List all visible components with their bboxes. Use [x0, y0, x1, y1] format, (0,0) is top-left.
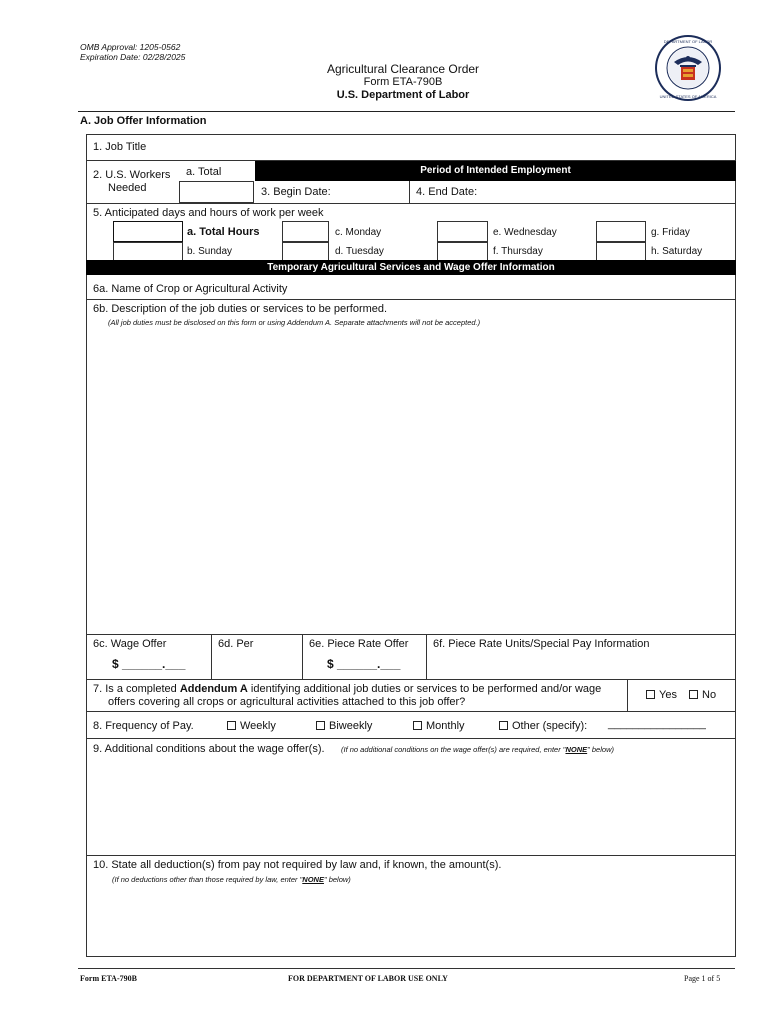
piece-rate-input[interactable]: $ ______.___: [327, 657, 401, 671]
tuesday-label: d. Tuesday: [335, 246, 384, 257]
job-title-label: 1. Job Title: [93, 141, 147, 153]
monday-label: c. Monday: [335, 227, 382, 238]
conditions-note-none: NONE: [565, 745, 588, 754]
footer-divider: [78, 968, 735, 969]
section-a-heading: A. Job Offer Information: [80, 115, 207, 127]
total-hours-input[interactable]: [113, 221, 183, 242]
divider: [302, 634, 303, 679]
footer-page-number: Page 1 of 5: [684, 974, 721, 983]
footer-dol-use: FOR DEPARTMENT OF LABOR USE ONLY: [288, 974, 448, 983]
divider: [86, 203, 736, 204]
weekly-label: Weekly: [240, 720, 276, 732]
conditions-textarea[interactable]: [88, 758, 734, 853]
wage-offer-input[interactable]: $ ______.___: [112, 657, 186, 671]
friday-label: g. Friday: [651, 227, 690, 238]
deductions-note-post: " below): [323, 875, 351, 884]
dol-seal-icon: [654, 34, 722, 102]
divider: [86, 634, 736, 635]
tuesday-input[interactable]: [282, 242, 329, 261]
monthly-label: Monthly: [426, 720, 465, 732]
no-label: No: [702, 689, 717, 701]
wednesday-label: e. Wednesday: [493, 227, 557, 238]
divider: [426, 634, 427, 679]
omb-approval: OMB Approval: 1205-0562: [80, 42, 181, 52]
divider: [86, 738, 736, 739]
begin-date-label[interactable]: 3. Begin Date:: [261, 186, 331, 198]
sunday-label: b. Sunday: [187, 246, 233, 257]
other-specify-input[interactable]: ________________: [608, 718, 706, 730]
conditions-label: 9. Additional conditions about the wage offer(s).: [93, 743, 325, 755]
workers-label: 2. U.S. Workers: [93, 169, 171, 181]
deductions-label: 10. State all deduction(s) from pay not required by law and, if known, the amount(s).: [93, 859, 502, 871]
divider: [211, 634, 212, 679]
end-date-label[interactable]: 4. End Date:: [416, 186, 478, 198]
deductions-note: [112, 875, 351, 884]
expiration-date: Expiration Date: 02/28/2025: [80, 52, 186, 62]
biweekly-checkbox[interactable]: [316, 721, 325, 730]
weekly-checkbox[interactable]: [227, 721, 236, 730]
addendum-question-2: offers covering all crops or agricultural activities attached to this job offer?: [108, 696, 466, 708]
no-checkbox[interactable]: [689, 690, 698, 699]
sunday-input[interactable]: [113, 242, 183, 261]
conditions-note-pre: (If no additional conditions on the wage offer(s) are required, enter ": [341, 745, 566, 754]
frequency-label: 8. Frequency of Pay.: [93, 720, 194, 732]
monday-input[interactable]: [282, 221, 329, 242]
piece-rate-label: 6e. Piece Rate Offer: [309, 638, 409, 650]
seal-ring-text-top: DEPARTMENT OF LABOR: [663, 39, 713, 44]
per-label[interactable]: 6d. Per: [218, 638, 254, 650]
wage-offer-label: 6c. Wage Offer: [93, 638, 167, 650]
other-label: Other (specify):: [512, 720, 588, 732]
thursday-input[interactable]: [437, 242, 488, 261]
monthly-option[interactable]: [413, 720, 465, 732]
other-checkbox[interactable]: [499, 721, 508, 730]
deductions-note-none: NONE: [302, 875, 324, 884]
biweekly-label: Biweekly: [329, 720, 373, 732]
workers-label-2: Needed: [108, 182, 147, 194]
conditions-note: [341, 745, 614, 754]
other-option[interactable]: [499, 720, 587, 732]
department-name: U.S. Department of Labor: [336, 89, 470, 101]
duties-label: 6b. Description of the job duties or services to be performed.: [93, 303, 388, 315]
total-hours-label: a. Total Hours: [187, 226, 260, 238]
addendum-question-pre: 7. Is a completed: [93, 683, 180, 695]
yes-checkbox[interactable]: [646, 690, 655, 699]
deductions-textarea[interactable]: [88, 890, 734, 954]
total-workers-input[interactable]: [179, 181, 254, 203]
thursday-label: f. Thursday: [493, 246, 543, 257]
period-of-employment-bar: Period of Intended Employment: [255, 161, 736, 181]
yes-option[interactable]: [646, 689, 677, 701]
seal-ring-text-bottom: UNITED STATES OF AMERICA: [659, 94, 717, 99]
divider: [86, 711, 736, 712]
saturday-label: h. Saturday: [651, 246, 703, 257]
total-workers-label: a. Total: [186, 166, 222, 178]
deductions-note-pre: (If no deductions other than those required by law, enter ": [112, 875, 303, 884]
divider: [409, 181, 410, 203]
biweekly-option[interactable]: [316, 720, 372, 732]
friday-input[interactable]: [596, 221, 646, 242]
weekly-option[interactable]: [227, 720, 276, 732]
no-option[interactable]: [689, 689, 716, 701]
header-divider: [78, 111, 735, 112]
conditions-note-post: " below): [587, 745, 614, 754]
divider: [627, 679, 628, 711]
hours-label: 5. Anticipated days and hours of work per week: [93, 207, 324, 219]
addendum-question: [93, 683, 601, 695]
addendum-a-label: Addendum A: [179, 683, 248, 695]
temp-services-bar: Temporary Agricultural Services and Wage Offer Information: [86, 260, 736, 275]
divider: [86, 855, 736, 856]
addendum-question-post: identifying additional job duties or services to be performed and/or wage: [247, 683, 602, 695]
crop-label[interactable]: 6a. Name of Crop or Agricultural Activity: [93, 283, 288, 295]
divider: [86, 679, 736, 680]
duties-note: (All job duties must be disclosed on this form or using Addendum A. Separate attachments will not be accepted.): [108, 318, 481, 327]
monthly-checkbox[interactable]: [413, 721, 422, 730]
footer-form-number: Form ETA-790B: [80, 974, 137, 983]
yes-label: Yes: [659, 689, 677, 701]
form-number: Form ETA-790B: [363, 76, 443, 88]
duties-textarea[interactable]: [88, 332, 734, 632]
form-title: Agricultural Clearance Order: [326, 62, 480, 76]
divider: [86, 299, 736, 300]
wednesday-input[interactable]: [437, 221, 488, 242]
piece-units-label[interactable]: 6f. Piece Rate Units/Special Pay Information: [433, 638, 650, 650]
saturday-input[interactable]: [596, 242, 646, 261]
